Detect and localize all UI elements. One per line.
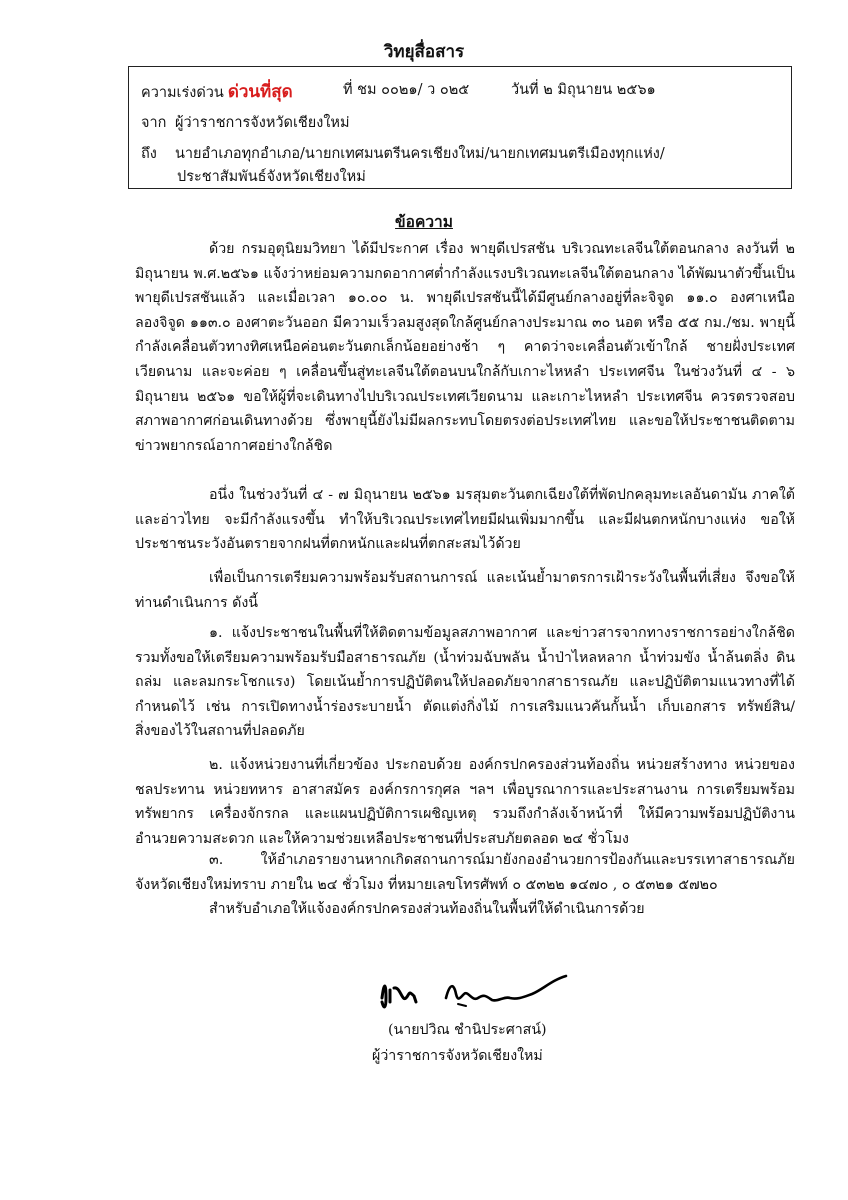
to-label: ถึง bbox=[141, 146, 157, 162]
paragraph-text: เพื่อเป็นการเตรียมความพร้อมรับสถานการณ์ และเน้นย้ำมาตรการเฝ้าระวังในพื้นที่เสี่ยง จึงขอให้ท่านดำเนินการ ดังนี้ bbox=[135, 570, 795, 611]
paragraph-text: ด้วย กรมอุตุนิยมวิทยา ได้มีประกาศ เรื่อง พายุดีเปรสชัน บริเวณทะเลจีนใต้ตอนกลาง ลงวันที่ ๒ มิถุนายน พ.ศ.๒๕๖๑ แจ้งว่าหย่อมความกดอากาศต่ำกำลังแรงบริเวณทะเลจีนใต้ตอนกลาง ได้พัฒนาตัวขึ้นเป็นพายุดีเปรสชันแล้ว และเมื่อเวลา ๑๐.๐๐ น. พายุดีเปรสชันนี้ได้มีศูนย์กลางอยู่ที่ละจิจูด ๑๑.๐ องศาเหนือ ลองจิจูด ๑๑๓.๐ องศาตะวันออก มีความเร็วลมสูงสุดใกล้ศูนย์กลางประมาณ ๓๐ นอต หรือ ๕๕ กม./ชม. พายุนี้กำลังเคลื่อนตัวทางทิศเหนือค่อนตะวันตกเล็กน้อยอย่างช้า ๆ คาดว่าจะเคลื่อนตัวเข้าใกล้ ชายฝั่งประเทศเวียดนาม และจะค่อย ๆ เคลื่อนขึ้นสู่ทะเลจีนใต้ตอนบนใกล้กับเกาะไหหลำ ประเทศจีน ในช่วงวันที่ ๔ - ๖ มิถุนายน ๒๕๖๑ ขอให้ผู้ที่จะเดินทางไปบริเวณประเทศเวียดนาม และเกาะไหหลำ ประเทศจีน ควรตรวจสอบสภาพอากาศก่อนเดินทางด้วย ซึ่งพายุนี้ยังไม่มีผลกระทบโดยตรงต่อประเทศไทย และขอให้ประชาชนติดตามข่าวพยากรณ์อากาศอย่างใกล้ชิด bbox=[135, 241, 795, 454]
paragraph-text: ๑. แจ้งประชาชนในพื้นที่ให้ติดตามข้อมูลสภาพอากาศ และข่าวสารจากทางราชการอย่างใกล้ชิด รวมทั้งขอให้เตรียมความพร้อมรับมือสาธารณภัย (น้ำท่วมฉับพลัน น้ำป่าไหลหลาก น้ำท่วมขัง น้ำล้นตลิ่ง ดินถล่ม และลมกระโชกแรง) โดยเน้นย้ำการปฏิบัติตนให้ปลอดภัยจากสาธารณภัย และปฏิบัติตามแนวทางที่ได้กำหนดไว้ เช่น การเปิดทางน้ำร่องระบายน้ำ ตัดแต่งกิ่งไม้ การเสริมแนวคันกั้นน้ำ เก็บเอกสาร ทรัพย์สิน/สิ่งของไว้ในสถานที่ปลอดภัย bbox=[135, 625, 795, 740]
to-row bbox=[141, 142, 665, 165]
paragraph-4 bbox=[135, 621, 795, 744]
paragraph-1 bbox=[135, 237, 795, 458]
handwritten-signature bbox=[376, 968, 572, 1016]
paragraph-text: ๓. ให้อำเภอรายงานหากเกิดสถานการณ์มายังกองอำนวยการป้องกันและบรรเทาสาธารณภัยจังหวัดเชียงใหม่ทราบ ภายใน ๒๔ ชั่วโมง ที่หมายเลขโทรศัพท์ ๐ ๕๓๒๒ ๑๔๗๐ , ๐ ๕๓๒๑ ๕๗๒๐ bbox=[135, 852, 795, 893]
paragraph-text: ๒. แจ้งหน่วยงานที่เกี่ยวข้อง ประกอบด้วย องค์กรปกครองส่วนท้องถิ่น หน่วยสร้างทาง หน่วยของชลประทาน หน่วยทหาร อาสาสมัคร องค์กรการกุศล ฯลฯ เพื่อบูรณาการและประสานงาน การเตรียมพร้อมทรัพยากร เครื่องจักรกล และแผนปฏิบัติการเผชิญเหตุ รวมถึงกำลังเจ้าหน้าที่ ให้มีความพร้อมปฏิบัติงาน อำนวยความสะดวก และให้ความช่วยเหลือประชาชนที่ประสบภัยตลอด ๒๔ ชั่วโมง bbox=[135, 757, 795, 847]
signatory-name: (นายปวิณ ชำนิประศาสน์) bbox=[388, 1022, 547, 1038]
to-row-continued bbox=[141, 165, 366, 188]
paragraph-6 bbox=[135, 848, 795, 897]
urgency-label: ความเร่งด่วน bbox=[141, 85, 224, 101]
from-row bbox=[141, 111, 350, 134]
section-heading: ข้อความ bbox=[395, 212, 453, 231]
paragraph-2 bbox=[135, 483, 795, 557]
to-value-line1: นายอำเภอทุกอำเภอ/นายกเทศมนตรีนครเชียงใหม่/นายกเทศมนตรีเมืองทุกแห่ง/ bbox=[175, 146, 665, 162]
from-label: จาก bbox=[141, 115, 167, 131]
paragraph-7 bbox=[135, 897, 795, 922]
paragraph-text: อนึ่ง ในช่วงวันที่ ๔ - ๗ มิถุนายน ๒๕๖๑ มรสุมตะวันตกเฉียงใต้ที่พัดปกคลุมทะเลอันดามัน ภาคใต้และอ่าวไทย จะมีกำลังแรงขึ้น ทำให้บริเวณประเทศไทยมีฝนเพิ่มมากขึ้น และมีฝนตกหนักบางแห่ง ขอให้ประชาชนระวังอันตรายจากฝนที่ตกหนักและฝนที่ตกสะสมไว้ด้วย bbox=[135, 487, 795, 553]
paragraph-5 bbox=[135, 753, 795, 851]
paragraph-text: สำหรับอำเภอให้แจ้งองค์กรปกครองส่วนท้องถิ่นในพื้นที่ให้ดำเนินการด้วย bbox=[209, 901, 645, 917]
urgency-row bbox=[141, 78, 781, 105]
document-title: วิทยุสื่อสาร bbox=[383, 42, 465, 62]
from-value: ผู้ว่าราชการจังหวัดเชียงใหม่ bbox=[175, 115, 350, 131]
urgency-value: ด่วนที่สุด bbox=[227, 82, 293, 102]
reference-number: ที่ ชม ๐๐๒๑/ ว ๐๒๕ bbox=[343, 82, 470, 98]
paragraph-3 bbox=[135, 566, 795, 615]
header-box bbox=[128, 66, 792, 189]
signatory-position: ผู้ว่าราชการจังหวัดเชียงใหม่ bbox=[372, 1048, 543, 1064]
to-value-line2: ประชาสัมพันธ์จังหวัดเชียงใหม่ bbox=[177, 169, 366, 185]
document-date: วันที่ ๒ มิถุนายน ๒๕๖๑ bbox=[511, 82, 656, 98]
